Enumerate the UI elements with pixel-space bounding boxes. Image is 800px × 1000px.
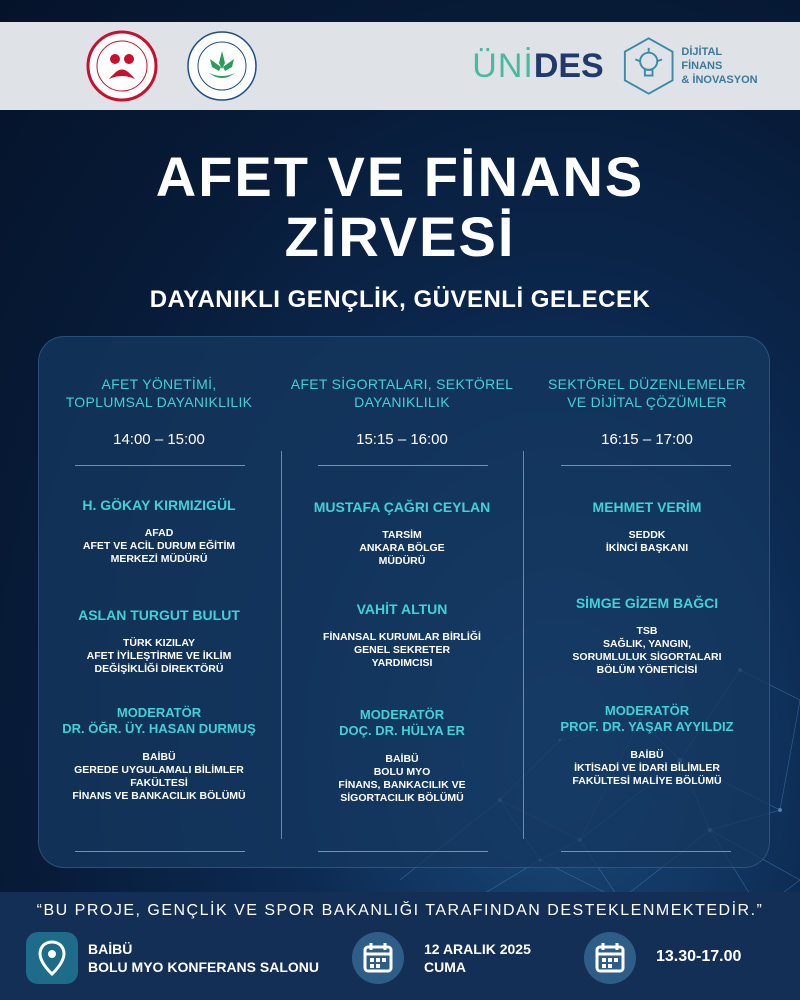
- speaker-name: MEHMET VERİM: [592, 499, 702, 515]
- date-line1: 12 ARALIK 2025: [424, 941, 531, 957]
- moderator-affiliation-line: BAİBÜ: [142, 751, 176, 763]
- time-badge: [584, 932, 636, 984]
- moderator-label: MODERATÖR: [359, 707, 445, 722]
- column-divider: [523, 451, 524, 839]
- session-time: 15:15 – 16:00: [356, 431, 448, 448]
- moderator-affiliation-line: İKTİSADİ VE İDARİ BİLİMLER: [574, 762, 720, 774]
- digital-finance-line1: DİJİTAL FİNANS: [681, 46, 723, 72]
- speaker-name: ASLAN TURGUT BULUT: [78, 607, 240, 623]
- moderator-label: MODERATÖR: [604, 703, 690, 718]
- date-badge: [352, 932, 404, 984]
- speaker-affiliation-line: YARDIMCISI: [371, 657, 433, 669]
- speaker-affiliation-line: MERKEZİ MÜDÜRÜ: [110, 553, 208, 565]
- date-line2: CUMA: [424, 959, 466, 975]
- digital-finance-logo: [622, 30, 762, 102]
- event-time: 13.30-17.00: [656, 948, 742, 965]
- speaker-affiliation-line: SORUMLULUK SİGORTALARI: [572, 651, 722, 663]
- session-title-line2: VE DİJİTAL ÇÖZÜMLER: [567, 394, 727, 410]
- venue-line1: BAİBÜ: [88, 941, 133, 957]
- divider: [561, 851, 731, 852]
- speaker-affiliation-line: SEDDK: [628, 529, 666, 541]
- divider: [75, 851, 245, 852]
- digital-finance-line2: & İNOVASYON: [681, 74, 758, 86]
- session-column-2: [282, 337, 522, 867]
- moderator-name: DOÇ. DR. HÜLYA ER: [339, 723, 465, 738]
- session-title-line1: AFET YÖNETİMİ,: [101, 376, 217, 392]
- speaker-affiliation-line: FİNANSAL KURUMLAR BİRLİĞİ: [323, 631, 481, 643]
- moderator-affiliation-line: FİNANS VE BANKACILIK BÖLÜMÜ: [72, 790, 246, 802]
- moderator-affiliation-line: GEREDE UYGULAMALI BİLİMLER: [74, 764, 244, 776]
- unides-logo: [472, 30, 604, 102]
- date-text: [424, 940, 531, 976]
- speaker-affiliation-line: BÖLÜM YÖNETİCİSİ: [596, 664, 698, 676]
- calendar-icon: [584, 932, 636, 984]
- moderator-affiliation-line: FAKÜLTESİ MALİYE BÖLÜMÜ: [572, 775, 722, 787]
- moderator-affiliation-line: FİNANS, BANKACILIK VE: [338, 779, 466, 791]
- event-title-line1: AFET VE FİNANS: [155, 145, 645, 208]
- support-statement: “BU PROJE, GENÇLİK VE SPOR BAKANLIĞI TARAFINDAN DESTEKLENMEKTEDİR.”: [36, 902, 764, 919]
- venue-badge: [26, 932, 78, 984]
- session-column-3: [525, 337, 769, 867]
- moderator-affiliation-line: BAİBÜ: [630, 749, 664, 761]
- speaker-name: SİMGE GİZEM BAĞCI: [575, 595, 719, 611]
- ministry-seal-icon: [85, 29, 159, 103]
- divider: [75, 465, 245, 466]
- speaker-affiliation-line: ANKARA BÖLGE: [359, 542, 445, 554]
- event-subtitle: DAYANIKLI GENÇLİK, GÜVENLİ GELECEK: [149, 286, 651, 313]
- unides-logo-part2: DES: [533, 46, 604, 85]
- venue-line2: BOLU MYO KONFERANS SALONU: [88, 959, 319, 975]
- moderator-affiliation-line: BAİBÜ: [385, 753, 419, 765]
- session-title-line1: AFET SİGORTALARI, SEKTÖREL: [290, 376, 514, 392]
- divider: [318, 851, 488, 852]
- moderator-name: DR. ÖĞR. ÜY. HASAN DURMUŞ: [62, 721, 256, 736]
- speaker-affiliation-line: TÜRK KIZILAY: [123, 637, 195, 649]
- speaker-affiliation-line: AFET VE ACİL DURUM EĞİTİM: [82, 540, 236, 552]
- session-title-line1: SEKTÖREL DÜZENLEMELER: [548, 376, 746, 392]
- speaker-affiliation-line: SAĞLIK, YANGIN,: [602, 638, 692, 650]
- divider: [561, 465, 731, 466]
- event-title-line2: ZİRVESİ: [284, 205, 516, 268]
- moderator-affiliation-line: SİGORTACILIK BÖLÜMÜ: [340, 792, 464, 804]
- session-title-line2: DAYANIKLILIK: [354, 394, 450, 410]
- session-time: 14:00 – 15:00: [113, 431, 205, 448]
- moderator-label: MODERATÖR: [116, 705, 202, 720]
- speaker-affiliation-line: AFET İYİLEŞTİRME VE İKLİM: [86, 650, 232, 662]
- moderator-name: PROF. DR. YAŞAR AYYILDIZ: [560, 719, 734, 734]
- logo-bar: [0, 22, 800, 110]
- moderator-affiliation-line: FAKÜLTESİ: [130, 777, 188, 789]
- speaker-affiliation-line: DEĞİŞİKLİĞİ DİREKTÖRÜ: [94, 663, 224, 675]
- unides-logo-part1: ÜNİ: [472, 46, 534, 85]
- speaker-affiliation-line: GENEL SEKRETER: [353, 644, 451, 656]
- session-column-1: [39, 337, 279, 867]
- speaker-affiliation-line: TARSİM: [382, 529, 422, 541]
- speaker-affiliation-line: İKİNCİ BAŞKANI: [605, 542, 689, 554]
- digital-finance-text: [681, 45, 762, 87]
- speaker-affiliation-line: TSB: [636, 625, 658, 637]
- university-logo: [182, 30, 262, 102]
- session-time: 16:15 – 17:00: [601, 431, 693, 448]
- divider: [318, 465, 488, 466]
- moderator-affiliation-line: BOLU MYO: [373, 766, 431, 778]
- speaker-affiliation-line: AFAD: [144, 527, 174, 539]
- program-panel: [38, 336, 770, 868]
- footer: [0, 892, 800, 1000]
- university-seal-icon: [185, 29, 259, 103]
- speaker-name: H. GÖKAY KIRMIZIGÜL: [82, 497, 236, 513]
- speaker-affiliation-line: MÜDÜRÜ: [378, 555, 426, 567]
- calendar-icon: [352, 932, 404, 984]
- venue-text: [88, 940, 319, 976]
- ministry-logo: [82, 30, 162, 102]
- lightbulb-icon: [622, 35, 675, 97]
- location-pin-icon: [26, 932, 78, 984]
- speaker-name: MUSTAFA ÇAĞRI CEYLAN: [313, 499, 491, 515]
- session-title-line2: TOPLUMSAL DAYANIKLILIK: [65, 394, 253, 410]
- speaker-name: VAHİT ALTUN: [356, 601, 448, 617]
